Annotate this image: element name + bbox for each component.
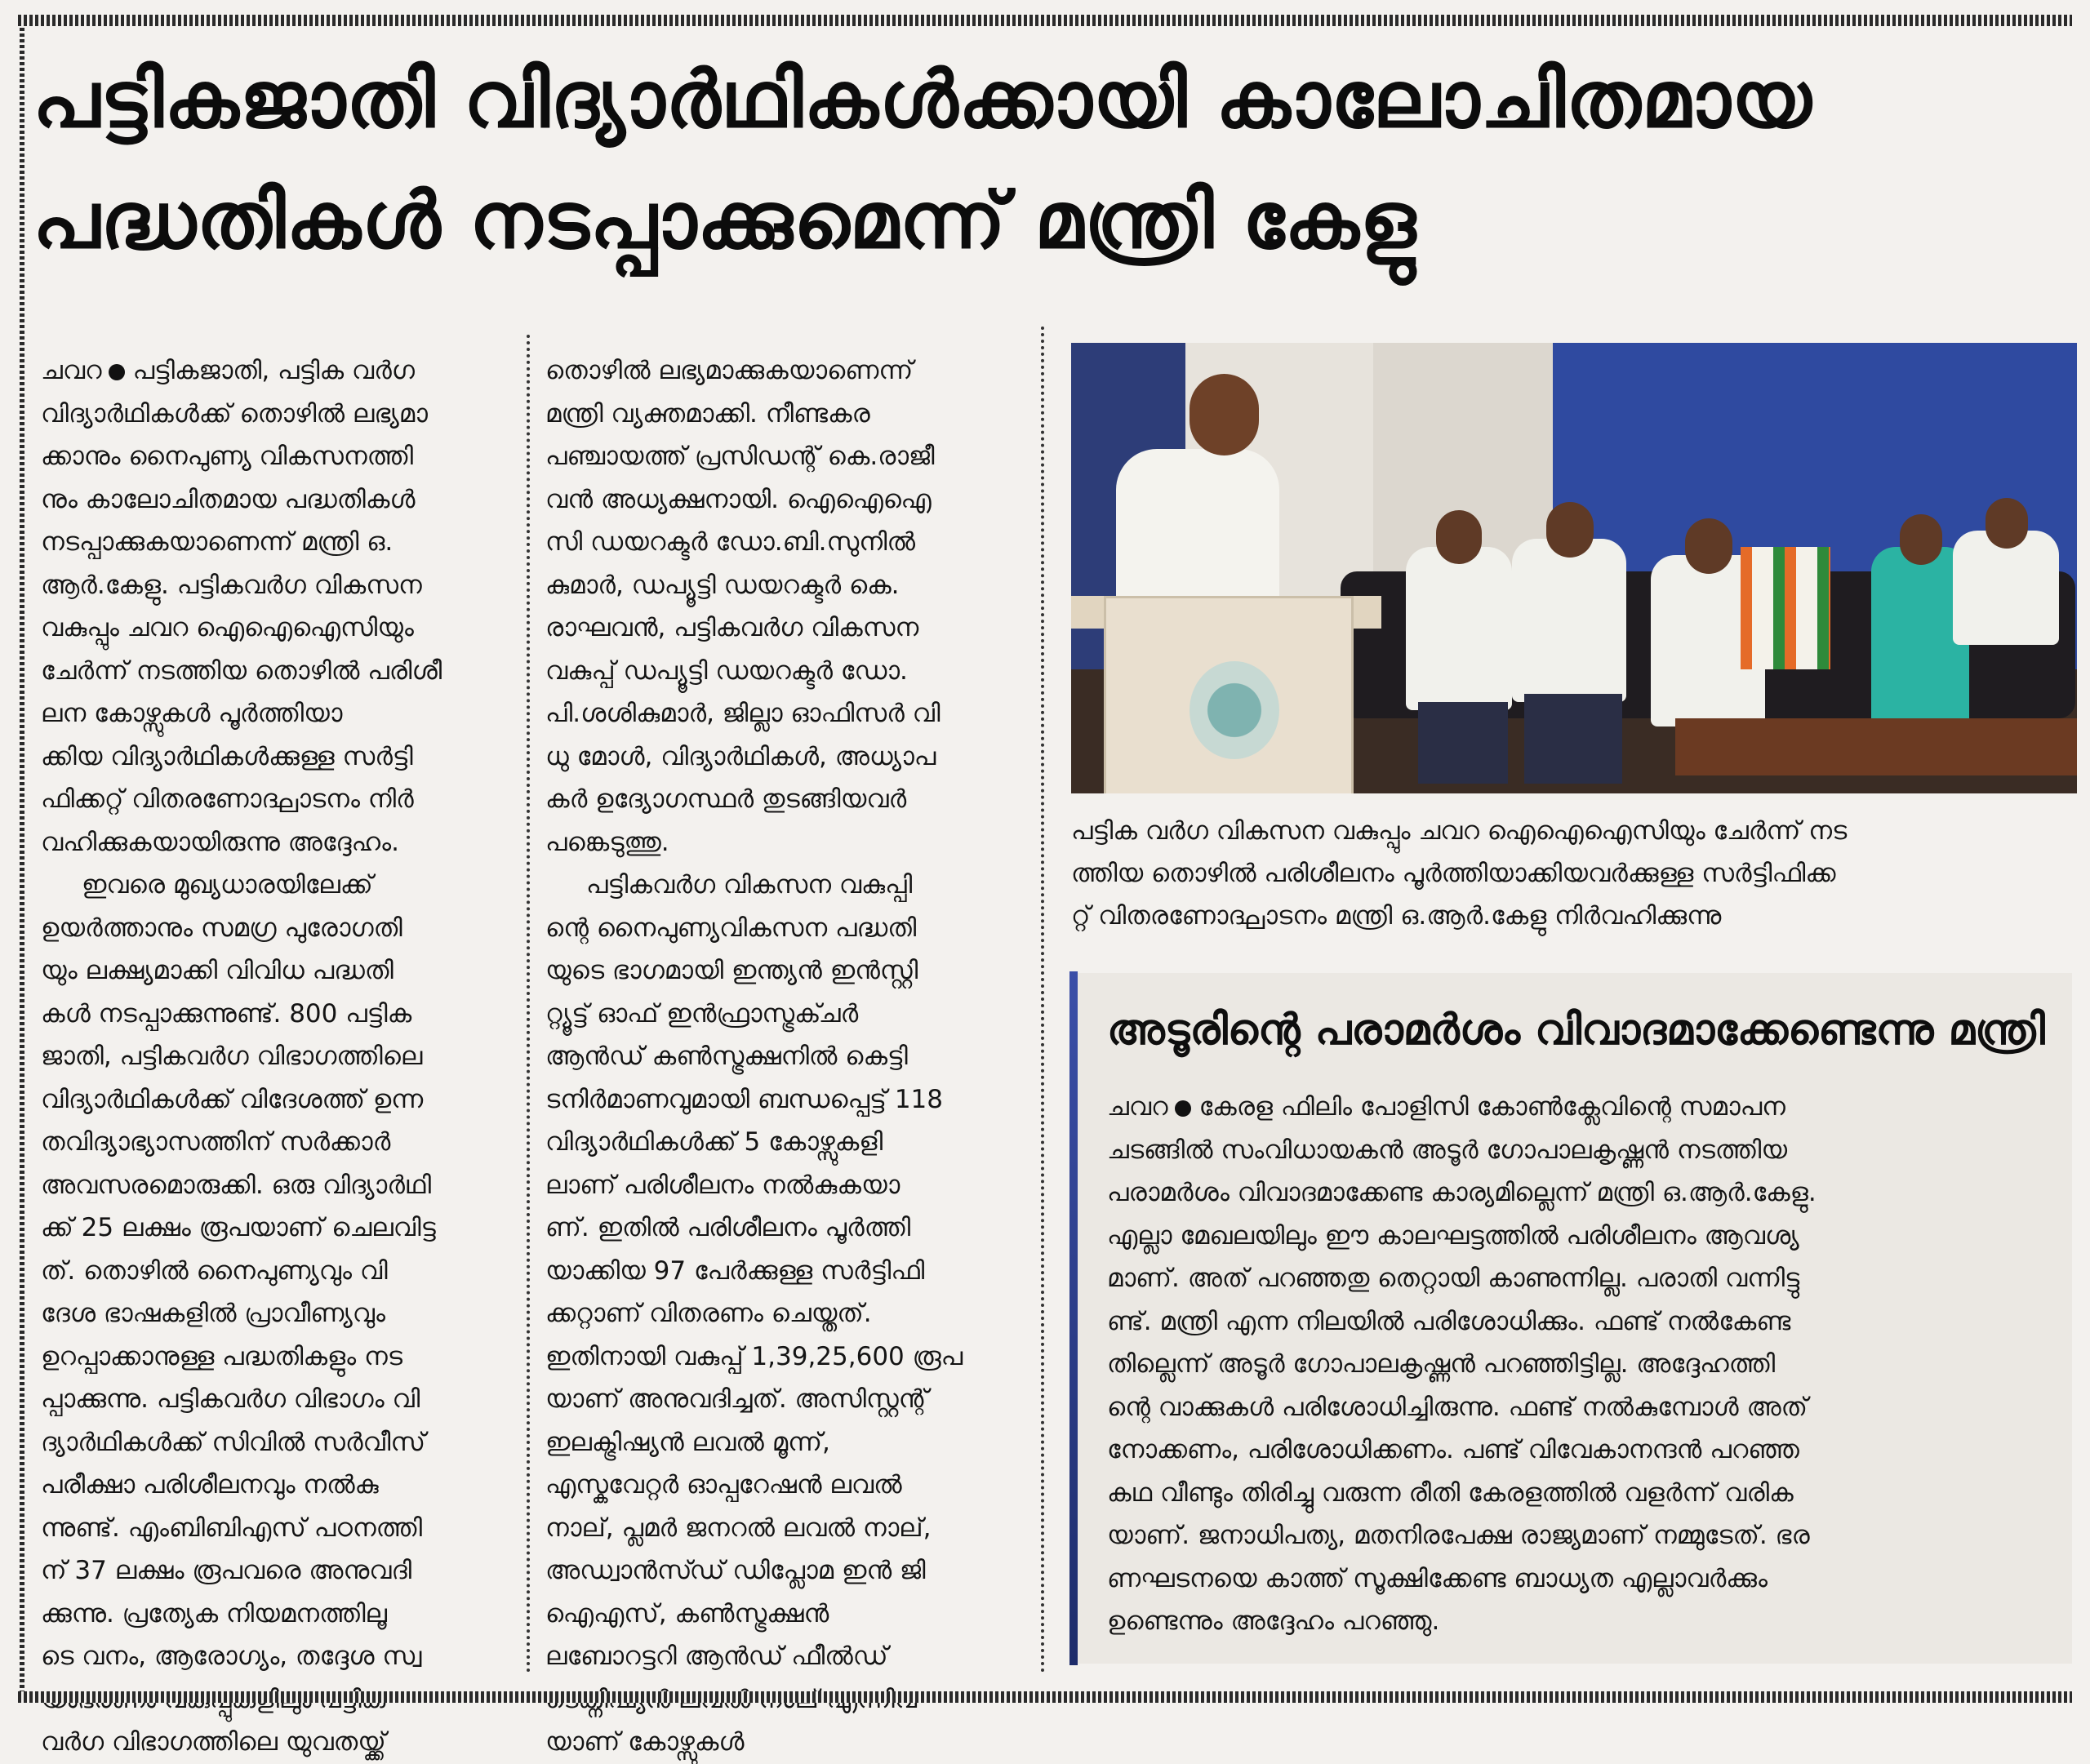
article-line: അഡ്വാൻസ്ഡ് ഡിപ്ലോമ ഇൻ ജി bbox=[545, 1556, 926, 1585]
dateline: ചവറ bbox=[41, 356, 102, 385]
article-line: തൊഴിൽ ലഭ്യമാക്കുകയാണെന്ന് bbox=[545, 356, 914, 385]
article-line: സി ഡയറക്ടർ ഡോ.ബി.സുനിൽ bbox=[545, 527, 915, 557]
sidebar-line: ചവറ കേരള ഫിലിം പോളിസി കോൺക്ലേവിന്റെ സമാപന bbox=[1107, 1092, 1785, 1122]
headline bbox=[33, 39, 2049, 281]
article-line: ന്നുണ്ട്. എംബിബിഎസ് പഠനത്തി bbox=[41, 1513, 423, 1543]
sidebar-title: അടൂരിന്റെ പരാമർശം വിവാദമാക്കേണ്ടെന്നു മന്ത്രി bbox=[1107, 1006, 2045, 1055]
article-line: വകുപ്പും ചവറ ഐഐഐസിയും bbox=[41, 613, 414, 642]
article-line: ഉയർത്താനും സമഗ്ര പുരോഗതി bbox=[41, 913, 402, 943]
article-line: ഫിക്കറ്റ് വിതരണോദ്ഘാടനം നിർ bbox=[41, 784, 414, 814]
article-line: ധു മോൾ, വിദ്യാർഥികൾ, അധ്യാപ bbox=[545, 741, 936, 771]
article-line: ഉറപ്പാക്കാനുള്ള പദ്ധതികളും നട bbox=[41, 1341, 403, 1371]
sidebar-body bbox=[1107, 1086, 2062, 1643]
article-line: കൾ നടപ്പാക്കുന്നുണ്ട്. 800 പട്ടിക bbox=[41, 998, 412, 1029]
bullet-dot-icon bbox=[109, 364, 125, 380]
article-line: നടപ്പാക്കുകയാണെന്ന് മന്ത്രി ഒ. bbox=[41, 527, 394, 557]
sidebar-line: ണ്ട്. മന്ത്രി എന്ന നിലയിൽ പരിശോധിക്കും. ഫണ്ട് നൽകേണ്ട bbox=[1107, 1306, 1791, 1336]
article-line: ക്കറ്റാണ് വിതരണം ചെയ്തത്. bbox=[545, 1299, 872, 1328]
podium-emblem-icon bbox=[1190, 661, 1279, 759]
article-line: എസ്കവേറ്റർ ഓപ്പറേഷൻ ലവൽ bbox=[545, 1470, 902, 1500]
article-line: ചേർന്ന് നടത്തിയ തൊഴിൽ പരിശീ bbox=[41, 655, 442, 686]
article-line: ന് 37 ലക്ഷം രൂപവരെ അനുവദി bbox=[41, 1556, 412, 1585]
article-line: ലാണ് പരിശീലനം നൽകുകയാ bbox=[545, 1170, 900, 1200]
article-line: ലന കോഴ്സുകൾ പൂർത്തിയാ bbox=[41, 699, 343, 728]
bottom-dotted-rule bbox=[18, 1691, 2072, 1703]
article-line: പി.ശശികുമാർ, ജില്ലാ ഓഫിസർ വി bbox=[545, 699, 940, 728]
article-line: രാഘവൻ, പട്ടികവർഗ വികസന bbox=[545, 613, 919, 642]
article-line: ടനിർമാണവുമായി ബന്ധപ്പെട്ട് 118 bbox=[545, 1084, 943, 1114]
article-line: തവിദ്യാഭ്യാസത്തിന് സർക്കാർ bbox=[41, 1127, 391, 1157]
sidebar-line: എല്ലാ മേഖലയിലും ഈ കാലഘട്ടത്തിൽ പരിശീലനം ആവശ്യ bbox=[1107, 1220, 1799, 1251]
article-line: ണ്. ഇതിൽ പരിശീലനം പൂർത്തി bbox=[545, 1213, 911, 1242]
article-line: പട്ടികവർഗ വികസന വകുപ്പി bbox=[586, 870, 913, 900]
article-line: ആൻഡ് കൺസ്ട്രക്ഷനിൽ കെട്ടി bbox=[545, 1042, 908, 1071]
article-line: ഇതിനായി വകുപ്പ് 1,39,25,600 രൂപ bbox=[545, 1341, 963, 1371]
article-line: ദേശ ഭാഷകളിൽ പ്രാവീണ്യവും bbox=[41, 1299, 385, 1328]
sidebar-line: യാണ്. ജനാധിപത്യ, മതനിരപേക്ഷ രാജ്യമാണ് നമ്മുടേത്. ഭര bbox=[1107, 1521, 1810, 1550]
article-line: ഇവരെ മുഖ്യധാരയിലേക്ക് bbox=[82, 870, 373, 900]
sidebar-line: തില്ലെന്ന് അടൂർ ഗോപാലകൃഷ്ണൻ പറഞ്ഞിട്ടില്ല. അദ്ദേഹത്തി bbox=[1107, 1349, 1776, 1379]
article-line: ടെ വനം, ആരോഗ്യം, തദ്ദേശ സ്വ bbox=[41, 1642, 422, 1671]
article-line: ക്കുന്നു. പ്രത്യേക നിയമനത്തിലൂ bbox=[41, 1598, 388, 1628]
article-line: വിദ്യാർഥികൾക്ക് 5 കോഴ്സുകളി bbox=[545, 1127, 883, 1157]
article-line: കർ ഉദ്യോഗസ്ഥർ തുടങ്ങിയവർ bbox=[545, 784, 907, 814]
article-line: വൻ അധ്യക്ഷനായി. ഐഐഐ bbox=[545, 484, 932, 514]
article-line: റ്റ്യൂട്ട് ഓഫ് ഇൻഫ്രാസ്ട്രക്ചർ bbox=[545, 998, 859, 1029]
article-line: യാക്കിയ 97 പേർക്കുള്ള സർട്ടിഫി bbox=[545, 1255, 925, 1286]
article-column-2 bbox=[545, 349, 1019, 1764]
article-line: ഐഎസ്, കൺസ്ട്രക്ഷൻ bbox=[545, 1598, 829, 1628]
article-line: വകുപ്പ് ഡപ്യൂട്ടി ഡയറക്ടർ ഡോ. bbox=[545, 655, 908, 686]
article-line: ന്റെ നൈപുണ്യവികസന പദ്ധതി bbox=[545, 913, 917, 943]
article-line: കുമാർ, ഡപ്യൂട്ടി ഡയറക്ടർ കെ. bbox=[545, 570, 900, 600]
article-line: അവസരമൊരുക്കി. ഒരു വിദ്യാർഥി bbox=[41, 1170, 432, 1200]
sidebar-accent-bar bbox=[1069, 971, 1078, 1665]
article-line: മന്ത്രി വ്യക്തമാക്കി. നീണ്ടകര bbox=[545, 398, 870, 429]
caption-line: പട്ടിക വർഗ വികസന വകുപ്പും ചവറ ഐഐഐസിയും ചേർന്ന് നട bbox=[1071, 816, 1848, 846]
sidebar-line: മാണ്. അത് പറഞ്ഞതു തെറ്റായി കാണുന്നില്ല. പരാതി വന്നിട്ടു bbox=[1107, 1264, 1800, 1293]
caption-line: റ്റ് വിതരണോദ്ഘാടനം മന്ത്രി ഒ.ആർ.കേളു നിർവഹിക്കുന്നു bbox=[1071, 901, 1722, 931]
sidebar-line: ചടങ്ങിൽ സംവിധായകൻ അടൂർ ഗോപാലകൃഷ്ണൻ നടത്തിയ bbox=[1107, 1135, 1788, 1165]
sidebar-line: പരാമർശം വിവാദമാക്കേണ്ട കാര്യമില്ലെന്ന് മന്ത്രി ഒ.ആർ.കേളു. bbox=[1107, 1178, 1817, 1207]
article-line: യാണ് കോഴ്സുകൾ bbox=[545, 1727, 745, 1757]
article-line: പരീക്ഷാ പരിശീലനവും നൽകു bbox=[41, 1470, 379, 1500]
left-dotted-rule bbox=[20, 28, 24, 1695]
sidebar-line: ന്റെ വാക്കുകൾ പരിശോധിച്ചിരുന്നു. ഫണ്ട് നൽകുമ്പോൾ അത് bbox=[1107, 1392, 1808, 1422]
article-line: ചവറ പട്ടികജാതി, പട്ടിക വർഗ bbox=[41, 356, 416, 385]
article-line: ക്ക് 25 ലക്ഷം രൂപയാണ് ചെലവിട്ട bbox=[41, 1213, 436, 1242]
caption-line: ത്തിയ തൊഴിൽ പരിശീലനം പൂർത്തിയാക്കിയവർക്കുള്ള സർട്ടിഫിക്ക bbox=[1071, 859, 1836, 888]
sidebar-line: കഥ വീണ്ടും തിരിച്ചു വരുന്ന രീതി കേരളത്തിൽ വളർന്ന് വരിക bbox=[1107, 1477, 1794, 1508]
article-line: നും കാലോചിതമായ പദ്ധതികൾ bbox=[41, 484, 416, 514]
sidebar-line: ണഘടനയെ കാത്ത് സൂക്ഷിക്കേണ്ട ബാധ്യത എല്ലാവർക്കും bbox=[1107, 1563, 1768, 1593]
article-line: പഞ്ചായത്ത് പ്രസിഡന്റ് കെ.രാജീ bbox=[545, 442, 935, 471]
photo-caption bbox=[1071, 810, 2075, 937]
article-line: യുടെ ഭാഗമായി ഇന്ത്യൻ ഇൻസ്റ്റി bbox=[545, 956, 918, 985]
article-line: ക്കിയ വിദ്യാർഥികൾക്കുള്ള സർട്ടി bbox=[41, 741, 413, 771]
article-line: ജാതി, പട്ടികവർഗ വിഭാഗത്തിലെ bbox=[41, 1042, 423, 1071]
article-line: ആർ.കേളു. പട്ടികവർഗ വികസന bbox=[41, 570, 422, 600]
sidebar-line: നോക്കണം, പരിശോധിക്കണം. പണ്ട് വിവേകാനന്ദൻ പറഞ്ഞ bbox=[1107, 1435, 1799, 1464]
bullet-dot-icon bbox=[1175, 1100, 1191, 1117]
article-line: ത്. തൊഴിൽ നൈപുണ്യവും വി bbox=[41, 1255, 388, 1286]
event-photo bbox=[1071, 343, 2077, 793]
article-column-1 bbox=[41, 349, 506, 1764]
column-divider bbox=[1041, 327, 1044, 1673]
article-line: ലബോറട്ടറി ആൻഡ് ഫീൽഡ് bbox=[545, 1642, 888, 1671]
column-divider bbox=[527, 335, 530, 1673]
headline-line-2: പദ്ധതികൾ നടപ്പാക്കുമെന്ന് മന്ത്രി കേളു bbox=[33, 175, 1417, 266]
sidebar-line: ഉണ്ടെന്നും അദ്ദേഹം പറഞ്ഞു. bbox=[1107, 1606, 1440, 1636]
article-line: വിദ്യാർഥികൾക്ക് വിദേശത്ത് ഉന്ന bbox=[41, 1084, 424, 1114]
top-dotted-rule bbox=[18, 15, 2072, 26]
headline-line-1: പട്ടികജാതി വിദ്യാർഥികൾക്കായി കാലോചിതമായ bbox=[33, 54, 1812, 145]
article-line: യാണ് അനുവദിച്ചത്. അസിസ്റ്റന്റ് bbox=[545, 1384, 929, 1414]
article-line: വർഗ വിഭാഗത്തിലെ യുവതയ്ക്ക് bbox=[41, 1727, 386, 1757]
sidebar-dateline: ചവറ bbox=[1107, 1092, 1168, 1122]
article-line: വിദ്യാർഥികൾക്ക് തൊഴിൽ ലഭ്യമാ bbox=[41, 398, 428, 429]
article-line: ക്കാനും നൈപുണ്യ വികസനത്തി bbox=[41, 442, 414, 471]
article-line: നാല്, പ്ലമർ ജനറൽ ലവൽ നാല്, bbox=[545, 1513, 932, 1543]
article-line: ഇലക്ട്രിഷ്യൻ ലവൽ മൂന്ന്, bbox=[545, 1427, 830, 1457]
article-line: വഹിക്കുകയായിരുന്നു അദ്ദേഹം. bbox=[41, 827, 399, 857]
article-line: ദ്യാർഥികൾക്ക് സിവിൽ സർവീസ് bbox=[41, 1427, 426, 1457]
article-line: പ്പാക്കുന്നു. പട്ടികവർഗ വിഭാഗം വി bbox=[41, 1384, 420, 1414]
article-line: യും ലക്ഷ്യമാക്കി വിവിധ പദ്ധതി bbox=[41, 956, 394, 985]
article-line: പങ്കെടുത്തു. bbox=[545, 827, 669, 857]
